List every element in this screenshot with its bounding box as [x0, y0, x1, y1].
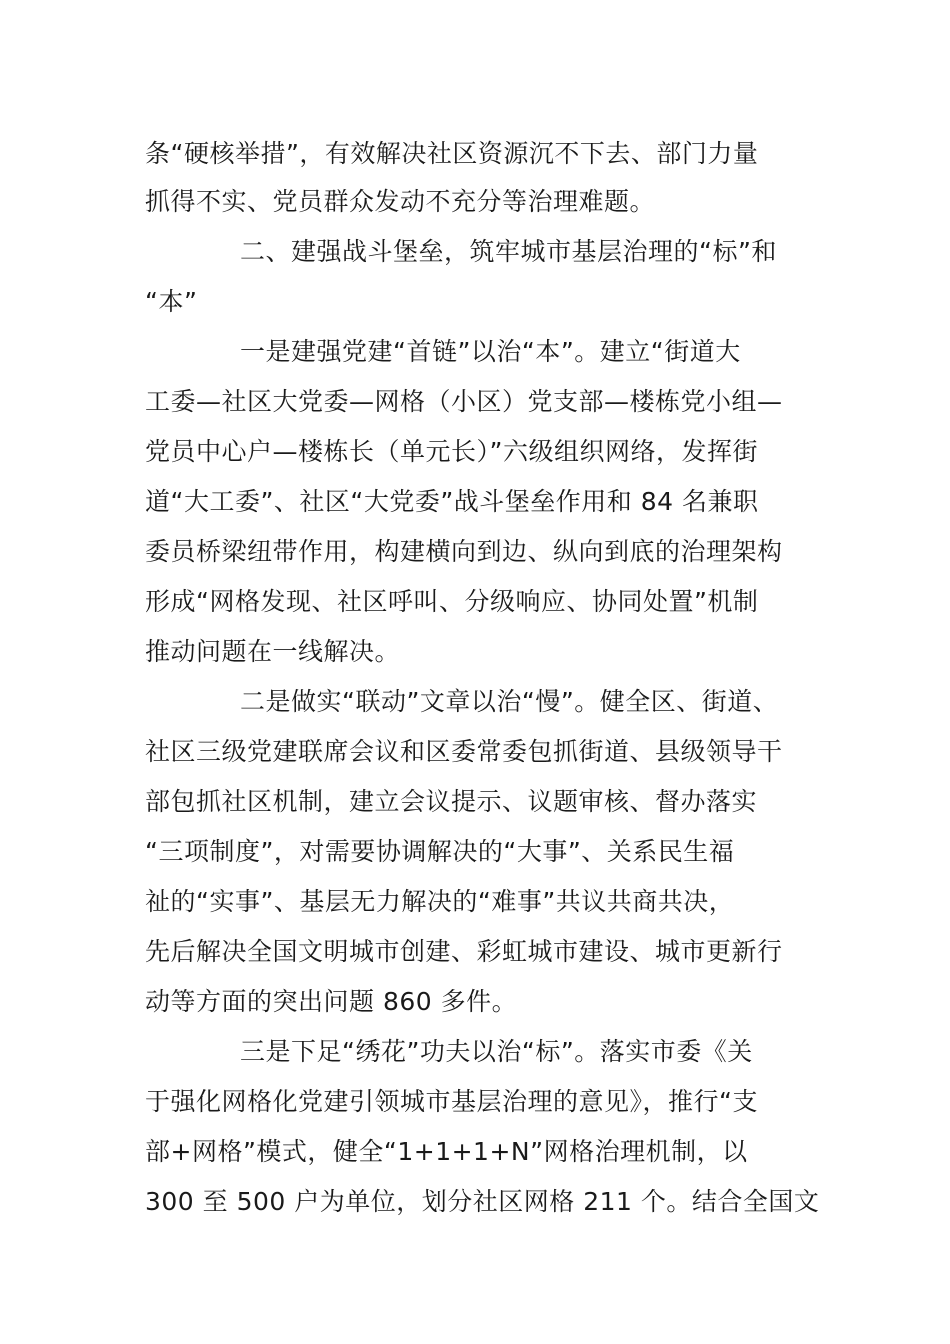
text-line: 部+网格”模式，健全“1+1+1+N”网格治理机制，以 — [145, 1137, 748, 1166]
text-line: 祉的“实事”、基层无力解决的“难事”共议共商共决， — [145, 887, 735, 916]
text-line: 社区三级党建联席会议和区委常委包抓街道、县级领导干 — [145, 737, 783, 766]
section-heading: 二、建强战斗堡垒，筑牢城市基层治理的“标”和 — [240, 237, 777, 266]
text-line: 动等方面的突出问题 860 多件。 — [145, 987, 518, 1016]
text-line: 条“硬核举措”，有效解决社区资源沉不下去、部门力量 — [145, 139, 759, 168]
text-line: 党员中心户—楼栋长（单元长）”六级组织网络，发挥街 — [145, 437, 758, 466]
text-line: 于强化网格化党建引领城市基层治理的意见》，推行“支 — [145, 1087, 758, 1116]
text-line: 形成“网格发现、社区呼叫、分级响应、协同处置”机制 — [145, 587, 759, 616]
text-line: 推动问题在一线解决。 — [145, 637, 401, 666]
text-line: “三项制度”，对需要协调解决的“大事”、关系民生福 — [145, 837, 735, 866]
paragraph-start: 三是下足“绣花”功夫以治“标”。落实市委《关 — [240, 1037, 753, 1066]
text-line: 道“大工委”、社区“大党委”战斗堡垒作用和 84 名兼职 — [145, 487, 759, 516]
text-line: 委员桥梁纽带作用，构建横向到边、纵向到底的治理架构 — [145, 537, 783, 566]
paragraph-start: 二是做实“联动”文章以治“慢”。健全区、街道、 — [240, 687, 779, 716]
text-line: 300 至 500 户为单位，划分社区网格 211 个。结合全国文 — [145, 1187, 820, 1216]
section-heading-continued: “本” — [145, 287, 198, 316]
paragraph-start: 一是建强党建“首链”以治“本”。建立“街道大 — [240, 337, 741, 366]
text-line: 抓得不实、党员群众发动不充分等治理难题。 — [145, 187, 656, 216]
text-line: 工委—社区大党委—网格（小区）党支部—楼栋党小组— — [145, 387, 783, 416]
text-line: 先后解决全国文明城市创建、彩虹城市建设、城市更新行 — [145, 937, 783, 966]
text-line: 部包抓社区机制，建立会议提示、议题审核、督办落实 — [145, 787, 758, 816]
